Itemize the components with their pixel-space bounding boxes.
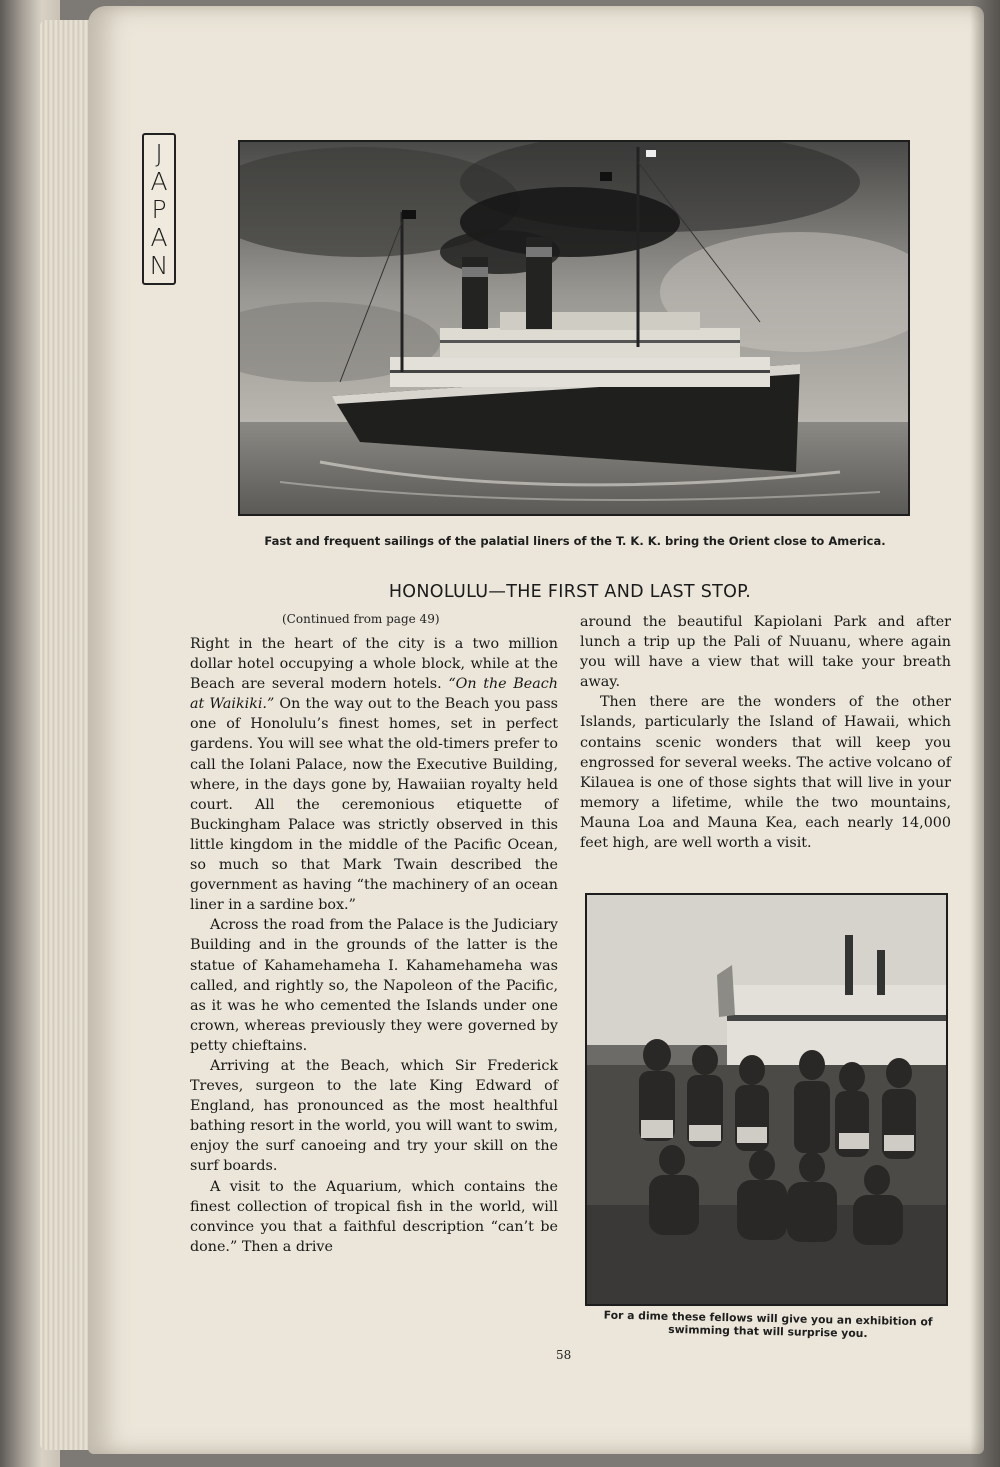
paragraph: Then there are the wonders of the other Islands, particularly the Island of Hawaii, which contains scenic wonders that will keep you engrossed for several weeks. The active volcano of Kilauea is one of those sights that will live in your memory a lifetime, while the two mountains, Mauna Loa and Mauna Kea, each nearly 14,000 feet high, are well worth a visit. — [580, 694, 951, 852]
article-headline: HONOLULU—THE FIRST AND LAST STOP. — [388, 582, 752, 602]
tab-letter: J — [155, 138, 163, 168]
swimmers-photo-caption: For a dime these fellows will give you an exhibition of swimming that will surprise you. — [603, 1308, 933, 1341]
paragraph: A visit to the Aquarium, which contains the finest collection of tropical fish in the world, will convince you that a faithful description “can’t be done.” Then a drive — [190, 1178, 558, 1255]
continued-note: (Continued from page 49) — [282, 612, 440, 626]
ship-illustration — [240, 142, 908, 514]
tab-letter: P — [151, 194, 167, 224]
paragraph: Right in the heart of the city is a two million dollar hotel occupying a whole block, while at the Beach are several modern hotels. “On the Beach at Waikiki.” On the way out to the Beach you pass one of Honolulu’s finest homes, set in perfect gardens. You will see what the old-timers prefer to call the Iolani Palace, now the Executive Building, where, in the days gone by, Hawaiian royalty held court. All the ceremonious etiquette of Buckingham Palace was strictly observed in this little kingdom in the middle of the Pacific Ocean, so much so that Mark Twain described the government as having “the machinery of an ocean liner in a sardine box.” — [190, 636, 559, 914]
tab-letter: N — [149, 250, 169, 280]
paragraph: around the beautiful Kapiolani Park and after lunch a trip up the Pali of Nuuanu, where again you will have a view that will take your breath away. — [580, 614, 951, 691]
swimmers-illustration — [587, 895, 946, 1304]
page-number: 58 — [556, 1348, 572, 1362]
article-column-left — [190, 634, 558, 1257]
paragraph: Arriving at the Beach, which Sir Frederick Treves, surgeon to the late King Edward of England, has pronounced as the most healthful bathing resort in the world, you will want to swim, enjoy the surf canoeing and try your skill on the surf boards. — [190, 1057, 558, 1175]
spine-shadow — [970, 0, 1000, 1467]
japan-side-tab — [142, 133, 176, 285]
ship-photo-caption: Fast and frequent sailings of the palatial liners of the T. K. K. bring the Orient close to America. — [264, 534, 886, 548]
paragraph: Across the road from the Palace is the Judiciary Building and in the grounds of the latter is the statue of Kahamehameha I. Kahamehameha was called, and rightly so, the Napoleon of the Pacific, as it was he who cemented the Islands under one crown, whereas previously they were governed by petty chieftains. — [190, 917, 558, 1054]
tab-letter: A — [150, 166, 168, 196]
tab-letter: A — [150, 222, 168, 252]
ship-photo — [238, 140, 910, 516]
swimmers-photo — [585, 893, 948, 1306]
article-column-right — [580, 612, 951, 853]
